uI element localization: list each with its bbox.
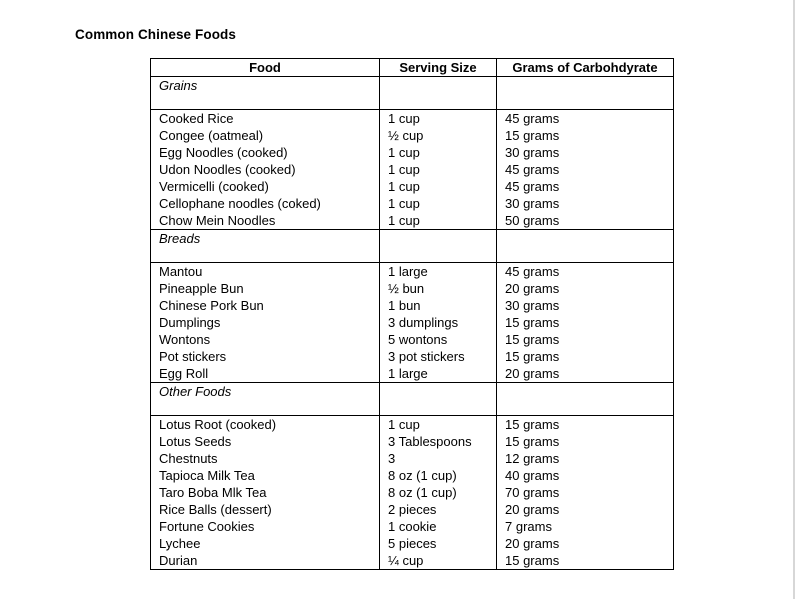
carbohydrate-cell: 45 grams	[497, 110, 674, 128]
serving-size-cell: 2 pieces	[380, 501, 497, 518]
serving-size-cell: ¼ cup	[380, 552, 497, 570]
food-cell: Pineapple Bun	[151, 280, 380, 297]
food-cell: Tapioca Milk Tea	[151, 467, 380, 484]
food-cell: Egg Noodles (cooked)	[151, 144, 380, 161]
section-empty-cell	[380, 77, 497, 110]
table-row	[151, 450, 674, 467]
document-title: Common Chinese Foods	[75, 27, 237, 42]
food-cell: Mantou	[151, 263, 380, 281]
header-serving-size: Serving Size	[380, 59, 497, 77]
section-empty-cell	[497, 77, 674, 110]
serving-size-cell: 8 oz (1 cup)	[380, 467, 497, 484]
carbohydrate-cell: 20 grams	[497, 535, 674, 552]
table-row	[151, 127, 674, 144]
carbohydrate-cell: 15 grams	[497, 433, 674, 450]
table-header-row	[151, 59, 674, 77]
carbohydrate-cell: 20 grams	[497, 280, 674, 297]
table-row	[151, 212, 674, 230]
section-empty-cell	[497, 383, 674, 416]
carbohydrate-cell: 50 grams	[497, 212, 674, 230]
section-heading: Breads	[151, 230, 380, 263]
table-row	[151, 144, 674, 161]
food-cell: Cooked Rice	[151, 110, 380, 128]
food-cell: Dumplings	[151, 314, 380, 331]
section-row	[151, 383, 674, 416]
header-carbohydrate: Grams of Carbohdyrate	[497, 59, 674, 77]
carbohydrate-cell: 15 grams	[497, 127, 674, 144]
table-row	[151, 178, 674, 195]
carbohydrate-cell: 15 grams	[497, 348, 674, 365]
table-row	[151, 110, 674, 128]
serving-size-cell: 8 oz (1 cup)	[380, 484, 497, 501]
carbohydrate-cell: 15 grams	[497, 314, 674, 331]
carbohydrate-cell: 40 grams	[497, 467, 674, 484]
table-row	[151, 484, 674, 501]
section-heading: Grains	[151, 77, 380, 110]
section-empty-cell	[497, 230, 674, 263]
food-cell: Taro Boba Mlk Tea	[151, 484, 380, 501]
table-row	[151, 535, 674, 552]
serving-size-cell: 1 cup	[380, 195, 497, 212]
food-cell: Lychee	[151, 535, 380, 552]
food-cell: Lotus Root (cooked)	[151, 416, 380, 434]
food-cell: Fortune Cookies	[151, 518, 380, 535]
food-cell: Lotus Seeds	[151, 433, 380, 450]
food-cell: Durian	[151, 552, 380, 570]
header-food: Food	[151, 59, 380, 77]
serving-size-cell: 5 pieces	[380, 535, 497, 552]
food-cell: Pot stickers	[151, 348, 380, 365]
carbohydrate-cell: 20 grams	[497, 501, 674, 518]
carbohydrate-cell: 7 grams	[497, 518, 674, 535]
carbohydrate-cell: 30 grams	[497, 144, 674, 161]
food-cell: Rice Balls (dessert)	[151, 501, 380, 518]
table-row	[151, 348, 674, 365]
section-empty-cell	[380, 383, 497, 416]
table-row	[151, 518, 674, 535]
carbohydrate-cell: 15 grams	[497, 331, 674, 348]
carbohydrate-cell: 70 grams	[497, 484, 674, 501]
serving-size-cell: 1 cup	[380, 144, 497, 161]
food-cell: Cellophane noodles (coked)	[151, 195, 380, 212]
serving-size-cell: 3 Tablespoons	[380, 433, 497, 450]
carbohydrate-cell: 15 grams	[497, 416, 674, 434]
food-cell: Chinese Pork Bun	[151, 297, 380, 314]
carbohydrate-cell: 30 grams	[497, 195, 674, 212]
table-row	[151, 433, 674, 450]
serving-size-cell: 1 cup	[380, 416, 497, 434]
serving-size-cell: ½ bun	[380, 280, 497, 297]
table-row	[151, 161, 674, 178]
food-cell: Chestnuts	[151, 450, 380, 467]
section-heading: Other Foods	[151, 383, 380, 416]
serving-size-cell: 3	[380, 450, 497, 467]
serving-size-cell: 5 wontons	[380, 331, 497, 348]
carbohydrate-cell: 20 grams	[497, 365, 674, 383]
serving-size-cell: 1 cup	[380, 110, 497, 128]
food-cell: Vermicelli (cooked)	[151, 178, 380, 195]
table-row	[151, 365, 674, 383]
carbohydrate-table	[150, 58, 674, 570]
food-cell: Wontons	[151, 331, 380, 348]
table-row	[151, 552, 674, 570]
carbohydrate-cell: 45 grams	[497, 263, 674, 281]
food-cell: Congee (oatmeal)	[151, 127, 380, 144]
serving-size-cell: 3 pot stickers	[380, 348, 497, 365]
table-row	[151, 195, 674, 212]
table-row	[151, 263, 674, 281]
food-cell: Udon Noodles (cooked)	[151, 161, 380, 178]
table-row	[151, 331, 674, 348]
carbohydrate-cell: 15 grams	[497, 552, 674, 570]
section-row	[151, 77, 674, 110]
carbohydrate-cell: 12 grams	[497, 450, 674, 467]
serving-size-cell: 1 bun	[380, 297, 497, 314]
section-row	[151, 230, 674, 263]
serving-size-cell: ½ cup	[380, 127, 497, 144]
table-row	[151, 467, 674, 484]
carbohydrate-cell: 45 grams	[497, 161, 674, 178]
table-row	[151, 314, 674, 331]
table-row	[151, 416, 674, 434]
serving-size-cell: 1 cup	[380, 178, 497, 195]
serving-size-cell: 1 cup	[380, 212, 497, 230]
serving-size-cell: 1 large	[380, 365, 497, 383]
serving-size-cell: 3 dumplings	[380, 314, 497, 331]
table-row	[151, 297, 674, 314]
food-cell: Egg Roll	[151, 365, 380, 383]
food-cell: Chow Mein Noodles	[151, 212, 380, 230]
table-row	[151, 280, 674, 297]
section-empty-cell	[380, 230, 497, 263]
carbohydrate-cell: 45 grams	[497, 178, 674, 195]
carbohydrate-cell: 30 grams	[497, 297, 674, 314]
table-row	[151, 501, 674, 518]
serving-size-cell: 1 cup	[380, 161, 497, 178]
serving-size-cell: 1 cookie	[380, 518, 497, 535]
serving-size-cell: 1 large	[380, 263, 497, 281]
table-body	[151, 77, 674, 570]
